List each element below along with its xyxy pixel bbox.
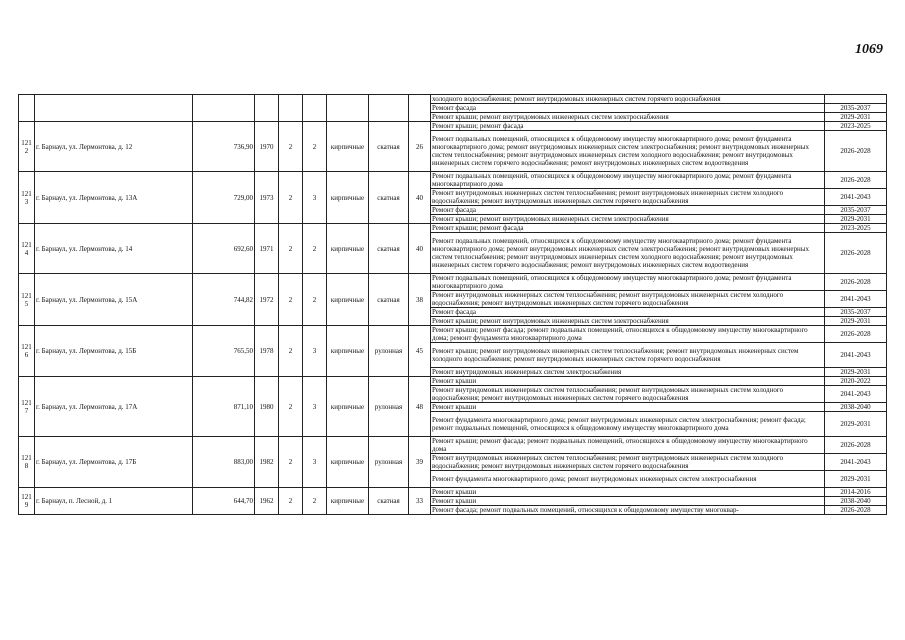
address-cell: г. Барнаул, ул. Лермонтова, д. 17А [35,377,193,437]
record-number: 121 5 [19,274,35,326]
work-description: Ремонт подвальных помещений, относящихся к общедомовому имуществу многоквартирного дома; ремонт фундамента многоквартирного дома; ремонт внутридомовых инженерных систем электроснабжения; ремонт внутридомовых инженерных систем теплоснабжения; ремонт внутридомовых инженерных систем холодного водоснабжения; ремонт внутридомовых инженерных систем горячего водоснабжения; ремонт внутридомовых инженерных систем водоотведения [431,233,825,274]
floors-cell: 2 [279,437,303,488]
table-row [19,326,887,343]
area-cell: 692,60 [193,224,255,274]
work-period: 2029-2031 [825,412,887,437]
work-period: 2026-2028 [825,131,887,172]
work-period: 2023-2025 [825,122,887,131]
walls-cell: кирпичные [327,274,369,326]
address-cell: г. Барнаул, ул. Лермонтова, д. 12 [35,122,193,172]
work-period: 2026-2028 [825,233,887,274]
entrances-cell: 3 [303,377,327,437]
table-row [19,95,887,104]
work-description: Ремонт крыши [431,488,825,497]
table-row [19,377,887,386]
record-number: 121 8 [19,437,35,488]
record-number: 121 7 [19,377,35,437]
address-cell: г. Барнаул, п. Лесной, д. 1 [35,488,193,515]
record-number: 121 2 [19,122,35,172]
walls-cell: кирпичные [327,172,369,224]
work-period: 2038-2040 [825,497,887,506]
empty-cell [369,95,409,122]
work-description: Ремонт крыши; ремонт внутридомовых инженерных систем электроснабжения [431,215,825,224]
walls-cell: кирпичные [327,326,369,377]
work-period: 2041-2043 [825,343,887,368]
year-cell: 1980 [255,377,279,437]
work-description: Ремонт крыши [431,497,825,506]
page-number: 1069 [855,42,883,57]
entrances-cell: 3 [303,437,327,488]
area-cell: 883,00 [193,437,255,488]
work-period: 2035-2037 [825,308,887,317]
work-description: Ремонт внутридомовых инженерных систем электроснабжения [431,368,825,377]
record-number: 121 4 [19,224,35,274]
work-period: 2029-2031 [825,113,887,122]
work-description: Ремонт фасада [431,308,825,317]
apartments-cell: 26 [409,122,431,172]
empty-cell [35,95,193,122]
floors-cell: 2 [279,122,303,172]
area-cell: 729,00 [193,172,255,224]
empty-cell [825,95,887,104]
roof-cell: рулонная [369,326,409,377]
apartments-cell: 33 [409,488,431,515]
work-period: 2029-2031 [825,471,887,488]
entrances-cell: 3 [303,172,327,224]
work-period: 2035-2037 [825,206,887,215]
record-number: 121 6 [19,326,35,377]
work-description: Ремонт фасада; ремонт подвальных помещений, относящихся к общедомовому имуществу многоквар- [431,506,825,515]
floors-cell: 2 [279,377,303,437]
floors-cell: 2 [279,326,303,377]
work-period: 2041-2043 [825,189,887,206]
empty-cell [193,95,255,122]
address-cell: г. Барнаул, ул. Лермонтова, д. 14 [35,224,193,274]
area-cell: 744,82 [193,274,255,326]
work-description: Ремонт крыши; ремонт фасада; ремонт подвальных помещений, относящихся к общедомовому имуществу многоквартирного дома [431,437,825,454]
work-description: Ремонт фасада [431,206,825,215]
roof-cell: скатная [369,274,409,326]
area-cell: 765,50 [193,326,255,377]
floors-cell: 2 [279,274,303,326]
empty-cell [409,95,431,122]
table-row [19,224,887,233]
work-period: 2029-2031 [825,215,887,224]
work-period: 2035-2037 [825,104,887,113]
area-cell: 736,90 [193,122,255,172]
work-description: Ремонт внутридомовых инженерных систем теплоснабжения; ремонт внутридомовых инженерных систем холодного водоснабжения; ремонт внутридомовых инженерных систем горячего водоснабжения [431,454,825,471]
work-description: Ремонт крыши; ремонт фасада; ремонт подвальных помещений, относящихся к общедомовому имуществу многоквартирного дома; ремонт фундамента многоквартирного дома [431,326,825,343]
address-cell: г. Барнаул, ул. Лермонтова, д. 15А [35,274,193,326]
year-cell: 1973 [255,172,279,224]
area-cell: 871,10 [193,377,255,437]
roof-cell: рулонная [369,377,409,437]
work-description: Ремонт фундамента многоквартирного дома; ремонт внутридомовых инженерных систем электроснабжения; ремонт фасада; ремонт подвальных помещений, относящихся к общедомовому имуществу многоквартирного дома [431,412,825,437]
apartments-cell: 40 [409,172,431,224]
apartments-cell: 45 [409,326,431,377]
roof-cell: рулонная [369,437,409,488]
capital-repair-table [18,94,887,515]
year-cell: 1982 [255,437,279,488]
work-period: 2029-2031 [825,368,887,377]
year-cell: 1962 [255,488,279,515]
work-period: 2023-2025 [825,224,887,233]
work-description: Ремонт подвальных помещений, относящихся к общедомовому имуществу многоквартирного дома; ремонт фундамента многоквартирного дома [431,274,825,291]
floors-cell: 2 [279,224,303,274]
roof-cell: скатная [369,488,409,515]
record-number: 121 9 [19,488,35,515]
record-number: 121 3 [19,172,35,224]
roof-cell: скатная [369,172,409,224]
walls-cell: кирпичные [327,437,369,488]
work-period: 2026-2028 [825,172,887,189]
empty-cell [19,95,35,122]
work-period: 2041-2043 [825,454,887,471]
empty-cell [303,95,327,122]
roof-cell: скатная [369,122,409,172]
work-period: 2020-2022 [825,377,887,386]
work-description: Ремонт внутридомовых инженерных систем теплоснабжения; ремонт внутридомовых инженерных систем холодного водоснабжения; ремонт внутридомовых инженерных систем горячего водоснабжения [431,386,825,403]
apartments-cell: 48 [409,377,431,437]
work-description: холодного водоснабжения; ремонт внутридомовых инженерных систем горячего водоснабжения [431,95,825,104]
year-cell: 1971 [255,224,279,274]
work-period: 2041-2043 [825,291,887,308]
entrances-cell: 3 [303,326,327,377]
work-description: Ремонт крыши; ремонт фасада [431,224,825,233]
work-period: 2041-2043 [825,386,887,403]
apartments-cell: 39 [409,437,431,488]
address-cell: г. Барнаул, ул. Лермонтова, д. 17Б [35,437,193,488]
walls-cell: кирпичные [327,122,369,172]
entrances-cell: 2 [303,274,327,326]
floors-cell: 2 [279,488,303,515]
empty-cell [255,95,279,122]
table-row [19,274,887,291]
address-cell: г. Барнаул, ул. Лермонтова, д. 13А [35,172,193,224]
work-description: Ремонт внутридомовых инженерных систем теплоснабжения; ремонт внутридомовых инженерных систем холодного водоснабжения; ремонт внутридомовых инженерных систем горячего водоснабжения [431,291,825,308]
work-description: Ремонт крыши; ремонт внутридомовых инженерных систем теплоснабжения; ремонт внутридомовых инженерных систем холодного водоснабжения; ремонт внутридомовых инженерных систем горячего водоснабжения [431,343,825,368]
year-cell: 1978 [255,326,279,377]
work-period: 2026-2028 [825,437,887,454]
apartments-cell: 40 [409,224,431,274]
table-row [19,437,887,454]
work-period: 2026-2028 [825,326,887,343]
work-description: Ремонт внутридомовых инженерных систем теплоснабжения; ремонт внутридомовых инженерных систем холодного водоснабжения; ремонт внутридомовых инженерных систем горячего водоснабжения [431,189,825,206]
year-cell: 1970 [255,122,279,172]
table-row [19,488,887,497]
entrances-cell: 2 [303,224,327,274]
floors-cell: 2 [279,172,303,224]
work-period: 2026-2028 [825,274,887,291]
entrances-cell: 2 [303,122,327,172]
walls-cell: кирпичные [327,488,369,515]
work-description: Ремонт крыши; ремонт внутридомовых инженерных систем электроснабжения [431,317,825,326]
work-description: Ремонт фундамента многоквартирного дома; ремонт внутридомовых инженерных систем электроснабжения [431,471,825,488]
table-row [19,172,887,189]
empty-cell [327,95,369,122]
roof-cell: скатная [369,224,409,274]
entrances-cell: 2 [303,488,327,515]
work-description: Ремонт крыши [431,377,825,386]
walls-cell: кирпичные [327,224,369,274]
work-period: 2026-2028 [825,506,887,515]
empty-cell [279,95,303,122]
year-cell: 1972 [255,274,279,326]
area-cell: 644,70 [193,488,255,515]
walls-cell: кирпичные [327,377,369,437]
work-description: Ремонт подвальных помещений, относящихся к общедомовому имуществу многоквартирного дома; ремонт фундамента многоквартирного дома [431,172,825,189]
address-cell: г. Барнаул, ул. Лермонтова, д. 15Б [35,326,193,377]
work-description: Ремонт крыши; ремонт фасада [431,122,825,131]
work-period: 2038-2040 [825,403,887,412]
table-row [19,122,887,131]
work-description: Ремонт крыши; ремонт внутридомовых инженерных систем электроснабжения [431,113,825,122]
work-description: Ремонт подвальных помещений, относящихся к общедомовому имуществу многоквартирного дома; ремонт фундамента многоквартирного дома; ремонт внутридомовых инженерных систем электроснабжения; ремонт внутридомовых инженерных систем теплоснабжения; ремонт внутридомовых инженерных систем холодного водоснабжения; ремонт внутридомовых инженерных систем горячего водоснабжения; ремонт внутридомовых инженерных систем водоотведения [431,131,825,172]
apartments-cell: 38 [409,274,431,326]
work-description: Ремонт фасада [431,104,825,113]
work-period: 2029-2031 [825,317,887,326]
work-period: 2014-2016 [825,488,887,497]
work-description: Ремонт крыши [431,403,825,412]
